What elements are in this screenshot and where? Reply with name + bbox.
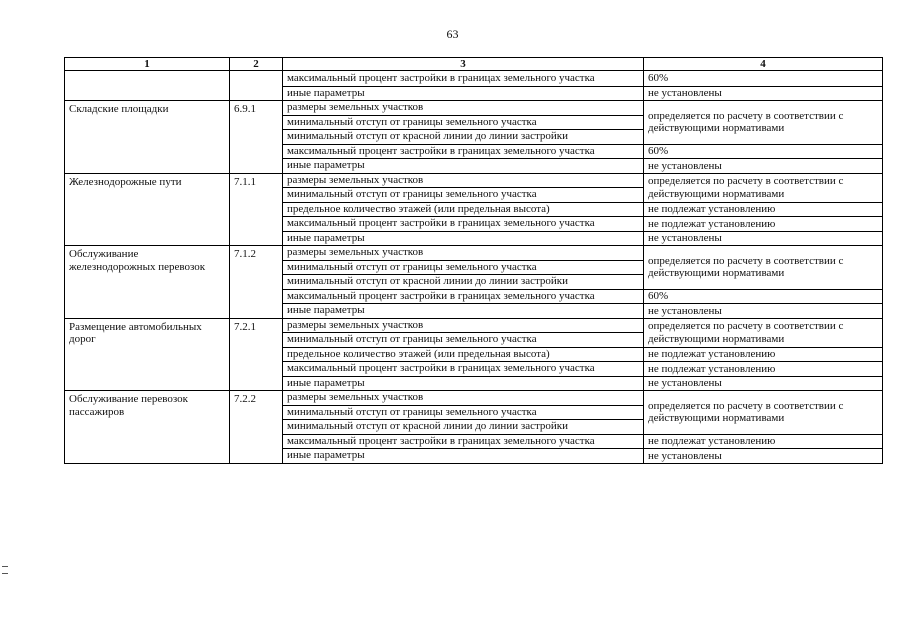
group-name: Железнодорожные пути bbox=[65, 173, 230, 246]
value-cell: не установлены bbox=[644, 449, 883, 464]
param-max-percent: максимальный процент застройки в границах земельного участка bbox=[283, 362, 644, 377]
group-code: 6.9.1 bbox=[230, 101, 283, 174]
value-cell: не подлежат установлению bbox=[644, 362, 883, 377]
group-name: Обслуживание перевозок пассажиров bbox=[65, 391, 230, 464]
value-cell: не установлены bbox=[644, 159, 883, 174]
param-sizes: размеры земельных участков bbox=[283, 391, 644, 406]
header-col-2: 2 bbox=[230, 58, 283, 71]
page-number: 63 bbox=[446, 27, 459, 41]
value-cell: определяется по расчету в соответствии с действующими нормативами bbox=[644, 101, 883, 145]
value-cell: не подлежат установлению bbox=[644, 217, 883, 232]
value-cell: 60% bbox=[644, 71, 883, 87]
land-use-parameters-table bbox=[64, 57, 883, 464]
param-max-percent: максимальный процент застройки в границах земельного участка bbox=[283, 217, 644, 232]
group-name bbox=[65, 71, 230, 101]
group-code: 7.2.1 bbox=[230, 318, 283, 391]
value-cell: 60% bbox=[644, 144, 883, 159]
param-max-percent: максимальный процент застройки в границах земельного участка bbox=[283, 71, 644, 87]
param-min-indent-border: минимальный отступ от границы земельного участка bbox=[283, 405, 644, 420]
param-sizes: размеры земельных участков bbox=[283, 101, 644, 116]
param-other: иные параметры bbox=[283, 304, 644, 319]
param-sizes: размеры земельных участков bbox=[283, 318, 644, 333]
value-cell: не подлежат установлению bbox=[644, 347, 883, 362]
param-max-floors: предельное количество этажей (или предельная высота) bbox=[283, 202, 644, 217]
table-row bbox=[65, 318, 883, 333]
param-other: иные параметры bbox=[283, 231, 644, 246]
param-min-indent-border: минимальный отступ от границы земельного участка bbox=[283, 115, 644, 130]
header-col-3: 3 bbox=[283, 58, 644, 71]
table-row bbox=[65, 391, 883, 406]
param-min-indent-border: минимальный отступ от границы земельного участка bbox=[283, 333, 644, 348]
header-row bbox=[65, 58, 883, 71]
group-name: Размещение автомобильных дорог bbox=[65, 318, 230, 391]
param-min-indent-border: минимальный отступ от границы земельного участка bbox=[283, 188, 644, 203]
param-other: иные параметры bbox=[283, 159, 644, 174]
group-name: Складские площадки bbox=[65, 101, 230, 174]
param-min-indent-red-line: минимальный отступ от красной линии до линии застройки bbox=[283, 275, 644, 290]
group-code: 7.2.2 bbox=[230, 391, 283, 464]
table-row bbox=[65, 173, 883, 188]
value-cell: не установлены bbox=[644, 376, 883, 391]
group-name: Обслуживание железнодорожных перевозок bbox=[65, 246, 230, 319]
param-sizes: размеры земельных участков bbox=[283, 246, 644, 261]
table-row bbox=[65, 246, 883, 261]
table-row bbox=[65, 101, 883, 116]
header-col-1: 1 bbox=[65, 58, 230, 71]
value-cell: определяется по расчету в соответствии с действующими нормативами bbox=[644, 246, 883, 290]
param-min-indent-red-line: минимальный отступ от красной линии до линии застройки bbox=[283, 420, 644, 435]
scan-mark bbox=[2, 566, 8, 574]
value-cell: 60% bbox=[644, 289, 883, 304]
param-max-floors: предельное количество этажей (или предельная высота) bbox=[283, 347, 644, 362]
header-col-4: 4 bbox=[644, 58, 883, 71]
param-max-percent: максимальный процент застройки в границах земельного участка bbox=[283, 289, 644, 304]
param-sizes: размеры земельных участков bbox=[283, 173, 644, 188]
group-code: 7.1.2 bbox=[230, 246, 283, 319]
param-max-percent: максимальный процент застройки в границах земельного участка bbox=[283, 144, 644, 159]
value-cell: определяется по расчету в соответствии с действующими нормативами bbox=[644, 318, 883, 347]
value-cell: определяется по расчету в соответствии с действующими нормативами bbox=[644, 173, 883, 202]
group-code: 7.1.1 bbox=[230, 173, 283, 246]
group-code bbox=[230, 71, 283, 101]
param-other: иные параметры bbox=[283, 86, 644, 101]
value-cell: не подлежат установлению bbox=[644, 202, 883, 217]
value-cell: не установлены bbox=[644, 86, 883, 101]
param-other: иные параметры bbox=[283, 376, 644, 391]
value-cell: не установлены bbox=[644, 304, 883, 319]
param-max-percent: максимальный процент застройки в границах земельного участка bbox=[283, 434, 644, 449]
param-min-indent-border: минимальный отступ от границы земельного участка bbox=[283, 260, 644, 275]
param-other: иные параметры bbox=[283, 449, 644, 464]
value-cell: не установлены bbox=[644, 231, 883, 246]
value-cell: определяется по расчету в соответствии с действующими нормативами bbox=[644, 391, 883, 435]
table-row bbox=[65, 71, 883, 87]
param-min-indent-red-line: минимальный отступ от красной линии до линии застройки bbox=[283, 130, 644, 145]
value-cell: не подлежат установлению bbox=[644, 434, 883, 449]
